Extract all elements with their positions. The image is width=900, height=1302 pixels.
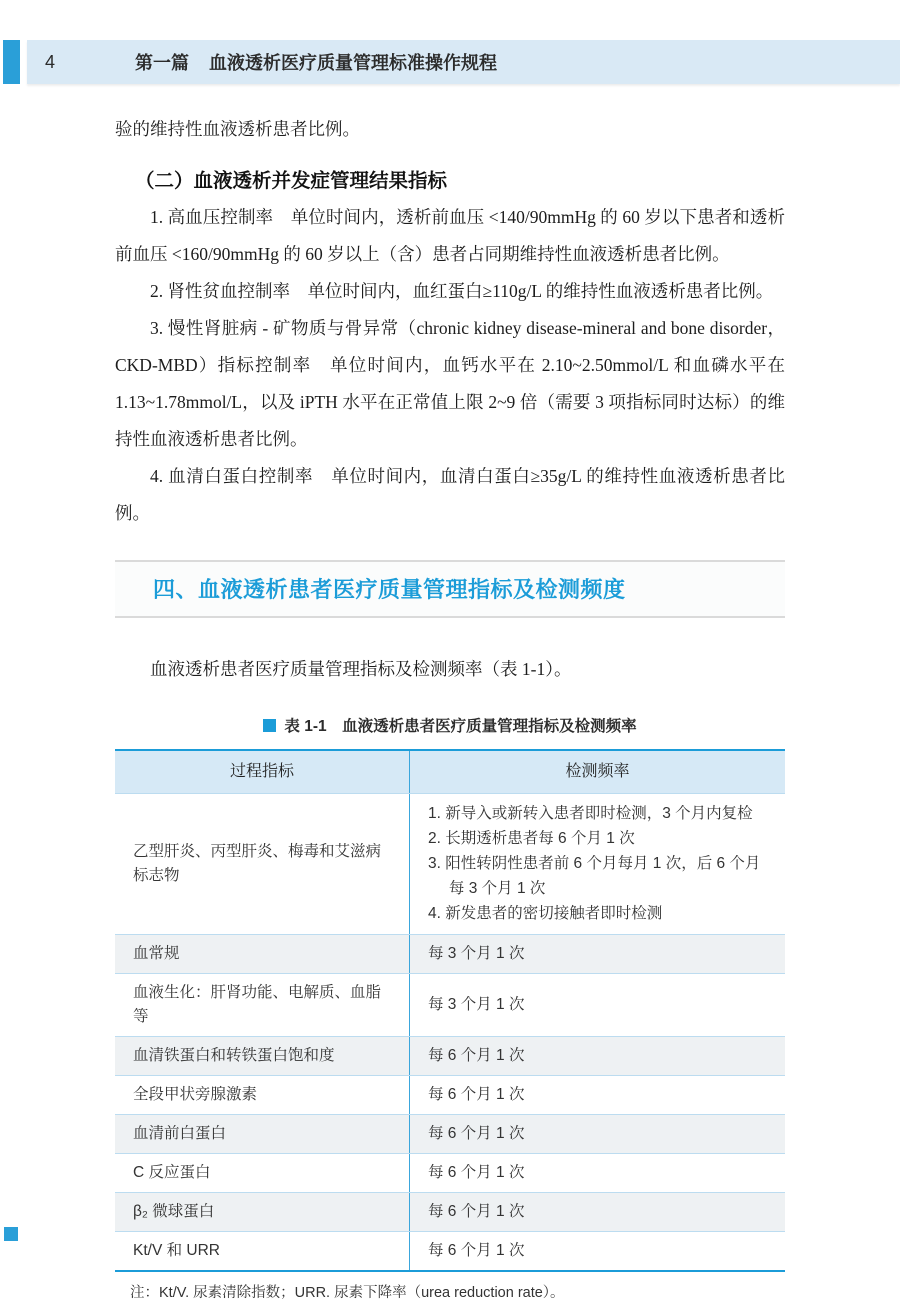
page-corner-mark-bottom: [4, 1227, 18, 1241]
paragraph: 3. 慢性肾脏病 - 矿物质与骨异常（chronic kidney disease-mineral and bone disorder，CKD-MBD）指标控制率 单位时间内，血钙水平在 2.10~2.50mmol/L 和血磷水平在 1.13~1.78mmol/L，以及 iPTH 水平在正常值上限 2~9 倍（需要 3 项指标同时达标）的维持性血液透析患者比例。: [115, 318, 785, 449]
indicator-cell: 血清前白蛋白: [115, 1115, 410, 1153]
frequency-cell: 每 6 个月 1 次: [428, 1164, 525, 1181]
table-row: [115, 793, 785, 934]
subsection-heading: （二）血液透析并发症管理结果指标: [135, 170, 448, 192]
table-row: [115, 934, 785, 973]
frequency-line: 3. 阳性转阴性患者前 6 个月每月 1 次，后 6 个月每 3 个月 1 次: [428, 855, 761, 897]
indicator-cell: 血液生化：肝肾功能、电解质、血脂等: [115, 974, 410, 1036]
frequency-line: 1. 新导入或新转入患者即时检测，3 个月内复检: [428, 805, 753, 822]
table-caption: [115, 714, 785, 736]
paragraph: 4. 血清白蛋白控制率 单位时间内，血清白蛋白≥35g/L 的维持性血液透析患者比例。: [115, 466, 785, 523]
frequency-cell: 每 3 个月 1 次: [428, 996, 525, 1013]
table-row: [115, 973, 785, 1036]
indicator-cell: 乙型肝炎、丙型肝炎、梅毒和艾滋病标志物: [115, 794, 410, 934]
page-number: 4: [45, 51, 56, 72]
frequency-cell: 每 6 个月 1 次: [428, 1047, 525, 1064]
frequency-cell: 每 6 个月 1 次: [428, 1125, 525, 1142]
indicator-cell: β₂ 微球蛋白: [115, 1193, 410, 1231]
page-header: [27, 40, 900, 84]
frequency-cell: 每 3 个月 1 次: [428, 945, 525, 962]
frequency-line: 2. 长期透析患者每 6 个月 1 次: [428, 830, 635, 847]
column-header-frequency: 检测频率: [565, 763, 630, 780]
caption-square-icon: [263, 719, 276, 732]
table-header-row: [115, 751, 785, 793]
table-caption-text: 表 1-1 血液透析患者医疗质量管理指标及检测频率: [284, 718, 637, 735]
paragraph-continuation: 验的维持性血液透析患者比例。: [115, 119, 360, 139]
frequency-cell: [410, 794, 785, 934]
indicator-cell: 全段甲状旁腺激素: [115, 1076, 410, 1114]
indicator-cell: C 反应蛋白: [115, 1154, 410, 1192]
page-corner-mark-top: [3, 40, 20, 84]
table-row: [115, 1036, 785, 1075]
table-row: [115, 1075, 785, 1114]
table-note: 注：Kt/V. 尿素清除指数；URR. 尿素下降率（urea reduction rate）。: [130, 1285, 565, 1301]
column-header-indicator: 过程指标: [115, 751, 410, 793]
indicator-cell: 血常规: [115, 935, 410, 973]
frequency-cell: 每 6 个月 1 次: [428, 1242, 525, 1259]
part-label: 第一篇: [135, 53, 190, 73]
lead-paragraph: 血液透析患者医疗质量管理指标及检测频率（表 1-1）。: [150, 659, 572, 679]
chapter-title: 血液透析医疗质量管理标准操作规程: [209, 53, 498, 73]
frequency-line: 4. 新发患者的密切接触者即时检测: [428, 905, 663, 922]
quality-indicator-table: [115, 749, 785, 1272]
frequency-cell: 每 6 个月 1 次: [428, 1086, 525, 1103]
frequency-cell: 每 6 个月 1 次: [428, 1203, 525, 1220]
indicator-cell: Kt/V 和 URR: [115, 1232, 410, 1270]
paragraph: 1. 高血压控制率 单位时间内，透析前血压 <140/90mmHg 的 60 岁以下患者和透析前血压 <160/90mmHg 的 60 岁以上（含）患者占同期维持性血液透析患者比例。: [115, 207, 785, 264]
table-row: [115, 1114, 785, 1153]
table-row: [115, 1153, 785, 1192]
paragraph: 2. 肾性贫血控制率 单位时间内，血红蛋白≥110g/L 的维持性血液透析患者比例。: [150, 281, 774, 301]
indicator-cell: 血清铁蛋白和转铁蛋白饱和度: [115, 1037, 410, 1075]
table-row: [115, 1192, 785, 1231]
section-heading: 四、血液透析患者医疗质量管理指标及检测频度: [153, 577, 626, 602]
page-body: [115, 84, 785, 1302]
section-heading-band: [115, 560, 785, 618]
table-row: [115, 1231, 785, 1270]
